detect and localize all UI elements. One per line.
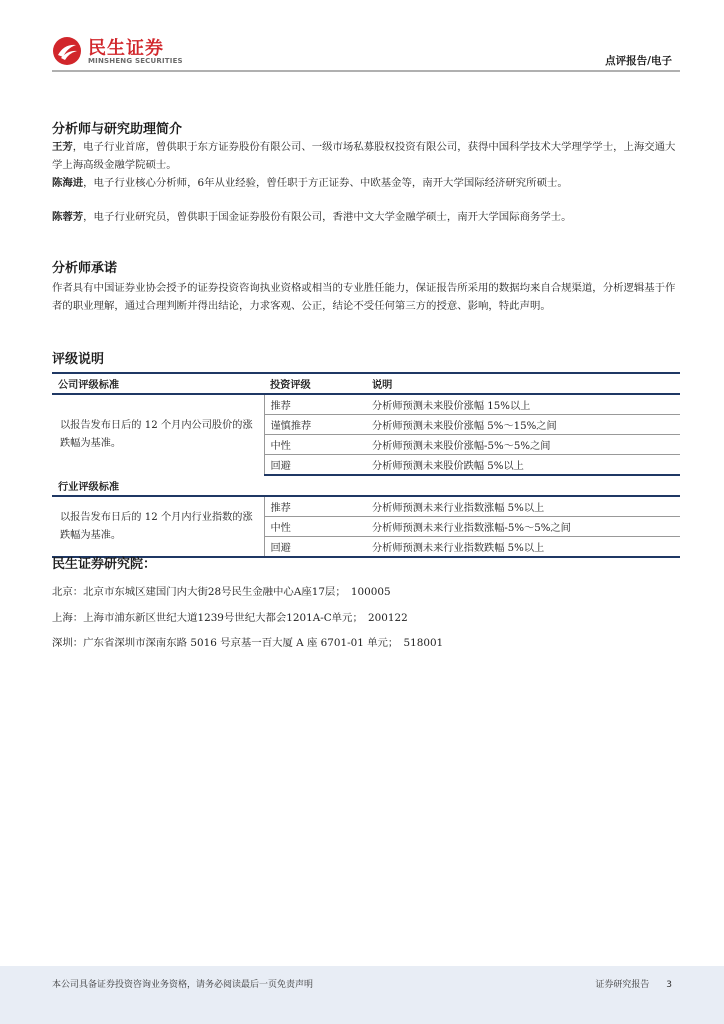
logo-english-name: MINSHENG SECURITIES	[88, 57, 183, 65]
rating-desc: 分析师预测未来行业指数跌幅 5%以上	[366, 537, 680, 558]
analyst-bio: ，电子行业核心分析师，6年从业经验，曾任职于方正证券、中欧基金等，南开大学国际经济研究所硕士。	[83, 177, 568, 189]
industry-standard-header: 行业评级标准	[52, 475, 264, 496]
address-beijing: 北京：北京市东城区建国门内大街28号民生金融中心A座17层； 100005	[52, 586, 391, 598]
industry-standard-desc: 以报告发布日后的 12 个月内行业指数的涨跌幅为基准。	[52, 496, 264, 557]
footer-page-info	[595, 977, 672, 990]
rating-value: 回避	[264, 537, 366, 558]
company-logo	[52, 36, 182, 68]
footer-disclaimer: 本公司具备证券投资咨询业务资格，请务必阅读最后一页免责声明	[52, 980, 314, 990]
address-shenzhen: 深圳：广东省深圳市深南东路 5016 号京基一百大厦 A 座 6701-01 单元； 518001	[52, 637, 444, 649]
analyst-name: 陈海进	[52, 177, 84, 189]
rating-value: 推荐	[264, 394, 366, 415]
table-row	[52, 394, 680, 415]
company-standard-header: 公司评级标准	[52, 373, 264, 394]
rating-desc: 分析师预测未来股价涨幅-5%～5%之间	[366, 435, 680, 455]
footer-report-type: 证券研究报告	[595, 980, 650, 990]
commitment-section-title: 分析师承诺	[52, 261, 118, 276]
rating-value: 谨慎推荐	[264, 415, 366, 435]
page-number: 3	[666, 980, 672, 990]
rating-header: 投资评级	[264, 373, 366, 394]
rating-value: 中性	[264, 435, 366, 455]
company-standard-desc: 以报告发布日后的 12 个月内公司股价的涨跌幅为基准。	[52, 394, 264, 475]
minsheng-logo-icon	[52, 36, 82, 66]
rating-section-title: 评级说明	[52, 352, 105, 367]
analyst-entry	[52, 174, 680, 192]
address-shanghai: 上海：上海市浦东新区世纪大道1239号世纪大都会1201A-C单元； 200122	[52, 612, 408, 624]
rating-value: 推荐	[264, 496, 366, 517]
analysts-section-title: 分析师与研究助理简介	[52, 122, 183, 137]
rating-value: 回避	[264, 455, 366, 476]
rating-desc: 分析师预测未来股价跌幅 5%以上	[366, 455, 680, 476]
rating-value: 中性	[264, 517, 366, 537]
header-divider	[52, 70, 680, 72]
description-header: 说明	[366, 373, 680, 394]
institute-section-title: 民生证券研究院：	[52, 557, 157, 572]
analyst-name: 王芳	[52, 141, 73, 153]
commitment-text: 作者具有中国证券业协会授予的证券投资咨询执业资格或相当的专业胜任能力，保证报告所采用的数据均来自合规渠道，分析逻辑基于作者的职业理解，通过合理判断并得出结论，力求客观、公正，结论不受任何第三方的授意、影响，特此声明。	[52, 282, 676, 312]
page-footer	[0, 966, 724, 1024]
logo-chinese-name: 民生证券	[88, 38, 164, 59]
rating-table	[52, 372, 680, 558]
rating-desc: 分析师预测未来行业指数涨幅 5%以上	[366, 496, 680, 517]
rating-desc: 分析师预测未来股价涨幅 15%以上	[366, 394, 680, 415]
analyst-entry	[52, 208, 680, 226]
report-category: 点评报告/电子	[605, 55, 672, 67]
page-header	[0, 0, 724, 74]
analyst-name: 陈蓉芳	[52, 211, 84, 223]
table-row	[52, 496, 680, 517]
rating-desc: 分析师预测未来股价涨幅 5%～15%之间	[366, 415, 680, 435]
analyst-bio: ，电子行业研究员，曾供职于国金证券股份有限公司，香港中文大学金融学硕士，南开大学国际商务学士。	[83, 211, 572, 223]
industry-table-header	[52, 475, 680, 496]
analyst-bio: ，电子行业首席，曾供职于东方证券股份有限公司、一级市场私募股权投资有限公司，获得中国科学技术大学理学学士，上海交通大学上海高级金融学院硕士。	[52, 141, 676, 171]
rating-table-header	[52, 373, 680, 394]
analyst-entry	[52, 138, 680, 174]
rating-desc: 分析师预测未来行业指数涨幅-5%～5%之间	[366, 517, 680, 537]
